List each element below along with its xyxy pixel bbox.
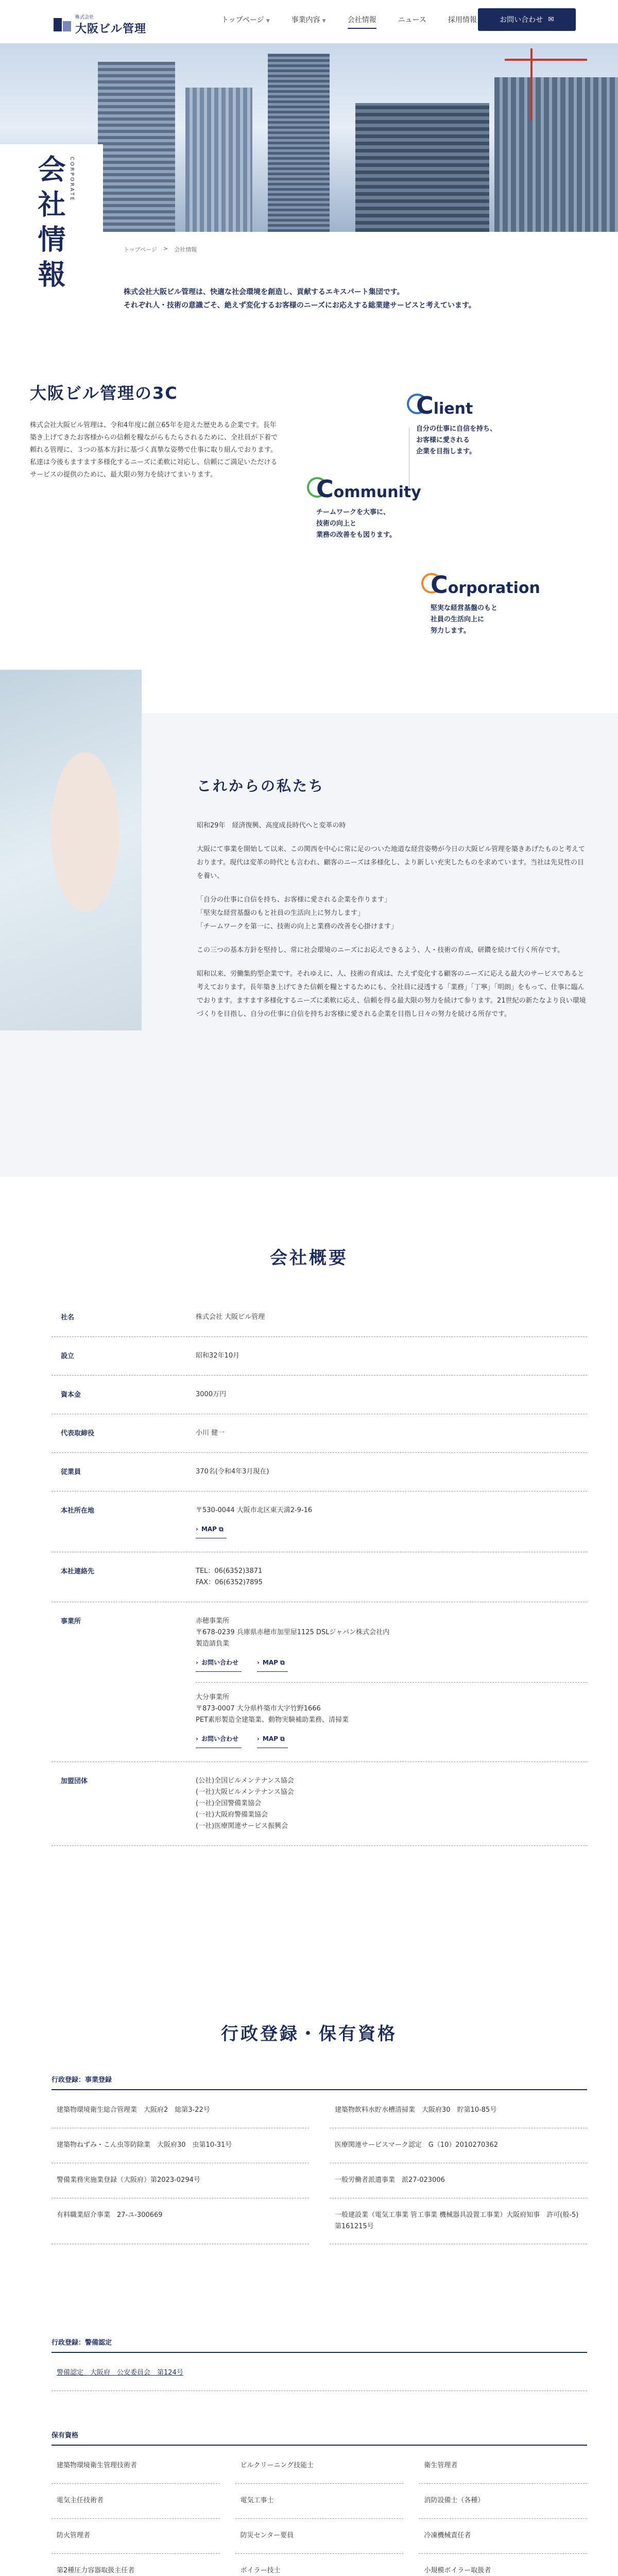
people-body: 昭和29年 経済復興、高度成長時代へと変革の時 大阪にて事業を開始して以来、この関西を中心に常に足のついた地道な経営姿勢が今日の大阪ビル管理を築きあげたものと考えております。現代は変革の時代とも言われ、顧客のニーズは多様化し、より新しい充実したものを求めています。当社は先見性の目を養い、 「自分の仕事に自信を持ち、お客様に愛される企業を作ります」 「堅実な経営基盤のもと社員の生活向上に努力します」 「チームワークを第一に、技術の向上と業務の改善を心掛けます」 この三つの基本方針を堅持し、常に社会環境のニーズにお応えできるよう、人・技術の育成、研鑽を続けて行く所存です。 昭和以来、労働集約型企業です。それゆえに、人、技術の育成は、たえず変化する顧客のニーズに応える最大のサービスであると考えております。長年築き上げてきた信頼を糧とするためにも、全社員に浸透する「業務」「丁寧」「明朗」をもって、仕事に臨んでおります。ますます多様化するニーズに柔軟に応え、信頼を得る最大限の努力を続けて参ります。21世紀の新たなより良い環境づくりを目指し、自分の仕事に自信を持ちお客様に愛される企業を目指し日々の努力を続ける所存です。 [197, 822, 586, 1018]
chevron-down-icon: ▼ [266, 19, 270, 24]
table-row: 本社連絡先 TEL：06(6352)3871 FAX：06(6352)7895 [52, 1552, 587, 1602]
site-logo[interactable] [54, 13, 146, 36]
list-item: 建築物環境衛生総合管理業 大阪府2 総第3-22号 [52, 2093, 309, 2128]
three-c-title: 大阪ビル管理の3C [30, 383, 178, 403]
logo-small-text: 株式会社 [75, 15, 94, 20]
nav-recruit[interactable]: 採用情報 [448, 16, 477, 24]
page-subtitle: CORPORATE [69, 157, 75, 202]
people-title: これからの私たち [197, 777, 325, 794]
three-c-corporation: Corporation 堅実な経営基盤のもと 社員の生活向上に 努力します。 [431, 571, 540, 635]
table-row: 従業員 370名(令和4年3月現在) [52, 1453, 587, 1492]
site-header [0, 0, 618, 43]
table-row: 本社所在地 〒530-0044 大阪市北区東天満2-9-16 › MAP ⧉ [52, 1492, 587, 1552]
list-item: 医療関連サービスマーク認定 G（10）2010270362 [330, 2128, 587, 2163]
list-item: 一般労働者派遣事業 派27-023006 [330, 2163, 587, 2198]
contact-button[interactable] [478, 8, 576, 31]
qualifications-section: 保有資格 建築物環境衛生管理技術者 ビルクリーニング技能士 衛生管理者 電気主任技術者 電気工事士 消防設備士（各種） 防火管理者 防災センター要員 冷凍機械責任者 第2種圧力容器取扱主任者 ボイラー技士 小規模ボイラー取扱者 [52, 2430, 587, 2576]
chevron-down-icon: ▼ [322, 19, 326, 24]
licenses-title: 行政登録・保有資格 [221, 2024, 397, 2044]
list-item: 一般建設業（電気工事業 管工事業 機械器具設置工事業）大阪府知事 許可(般-5) 第161215号 [330, 2198, 587, 2244]
overview-table [52, 1298, 587, 1846]
page-title: 会社情報 [33, 155, 66, 295]
registration-section: 行政登録：事業登録 建築物環境衛生総合管理業 大阪府2 総第3-22号 建築物飲料水貯水槽清掃業 大阪府30 貯第10-85号 建築物ねずみ・こん虫等防除業 大阪府30 虫第10-31号 医療関連サービスマーク認定 G（10）2010270362 警備業務実施業登録（大阪府）第2023-0294号 一般労働者派遣事業 派27-023006 有料職業紹介事業 27-ユ-300669 一般建設業（電気工事業 管工事業 機械器具設置工事業）大阪府知事 許可(般-5) 第161215号 [52, 2074, 587, 2244]
list-item: 建築物ねずみ・こん虫等防除業 大阪府30 虫第10-31号 [52, 2128, 309, 2163]
breadcrumb-home[interactable]: トップページ [124, 246, 158, 253]
breadcrumb [124, 245, 197, 253]
ako-map-button[interactable]: › MAP ⧉ [257, 1657, 288, 1672]
overview-title: 会社概要 [270, 1248, 348, 1268]
table-row: 社名 株式会社 大阪ビル管理 [52, 1298, 587, 1337]
table-row: 設立 昭和32年10月 [52, 1337, 587, 1376]
main-nav [221, 14, 477, 25]
three-c-client: Client 自分の仕事に自信を持ち、 お客様に愛される 企業を目指します。 [416, 392, 497, 455]
list-item: 警備業務実施業登録（大阪府）第2023-0294号 [52, 2163, 309, 2198]
oita-contact-button[interactable]: › お問い合わせ [196, 1733, 242, 1748]
security-section: 行政登録：警備認定 警備認定 大阪府 公安委員会 第124号 [52, 2337, 587, 2391]
table-row: 代表取締役 小川 健一 [52, 1414, 587, 1453]
table-row: 資本金 3000万円 [52, 1376, 587, 1414]
hq-map-button[interactable]: › MAP ⧉ [196, 1523, 227, 1538]
intro-text: 株式会社大阪ビル管理は、快適な社会環境を創造し、貢献するエキスパート集団です。 それぞれ人・技術の意識ごそ、絶えず変化するお客様のニーズにお応えする総業建サービスと考えています。 [124, 288, 476, 310]
table-row: 事業所 赤穂事業所 〒678-0239 兵庫県赤穂市加里屋1125 DSLジャパン株式会社内 製造請負業 › お問い合わせ › MAP ⧉ 大分事業所 〒873-0007 大分県杵築市大字竹野1666 PET素形製造全建築業、動物実験補助業務、清掃業 › お問い合わせ › MAP ⧉ [52, 1602, 587, 1762]
security-cert-link[interactable]: 警備認定 大阪府 公安委員会 第124号 [57, 2369, 183, 2377]
breadcrumb-separator: > [163, 245, 168, 252]
three-c-community: Community チームワークを大事に、 技術の向上と 業務の改善をも図ります。 [316, 475, 421, 539]
ako-contact-button[interactable]: › お問い合わせ [196, 1657, 242, 1672]
logo-text: 大阪ビル管理 [75, 23, 147, 36]
three-c-body: 株式会社大阪ビル管理は、令和4年度に創立65年を迎えた歴史ある企業です。長年築き上げてきたお客様からの信頼を糧ながらもたらされるために、全社員が下着で頼れる管理に、３つの基本方針に基づく真摯な姿勢で仕事に取り組んでおります。私達は今後もますます多様化するニーズに柔軟に対応し、信頼にご満足いただけるサービスの提供のために、最大限の努力を続けてまいります。 [30, 421, 278, 479]
nav-news[interactable]: ニュース [398, 16, 426, 24]
table-row: 加盟団体 (公社)全国ビルメンテナンス協会 (一社)大阪ビルメンテナンス協会 (一社)全国警備業協会 (一社)大阪府警備業協会 (一社)医療関連サービス振興会 [52, 1762, 587, 1846]
nav-company[interactable]: 会社情報 [348, 14, 376, 25]
people-photo [0, 670, 142, 1030]
list-item: 建築物飲料水貯水槽清掃業 大阪府30 貯第10-85号 [330, 2093, 587, 2128]
oita-map-button[interactable]: › MAP ⧉ [257, 1733, 288, 1748]
logo-mark-icon [54, 17, 71, 32]
nav-top[interactable]: トップページ ▼ [221, 16, 270, 24]
mail-icon: ✉ [548, 15, 554, 24]
list-item: 有料職業紹介事業 27-ユ-300669 [52, 2198, 309, 2244]
page-title-block [0, 144, 103, 330]
breadcrumb-current: 会社情報 [174, 246, 197, 253]
contact-label: お問い合わせ [500, 16, 543, 24]
nav-business[interactable]: 事業内容 ▼ [291, 16, 326, 24]
